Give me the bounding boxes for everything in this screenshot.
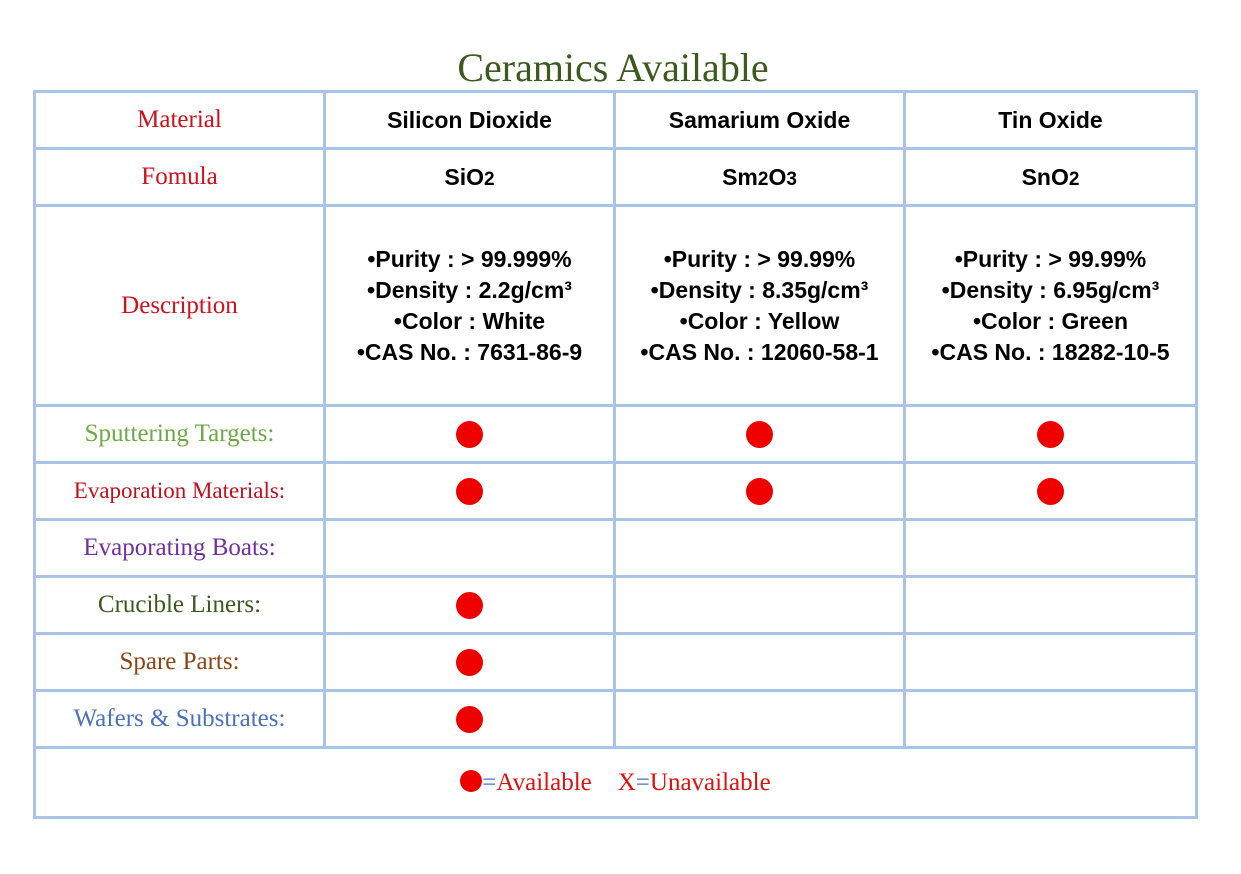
- application-label-cell: [35, 406, 325, 463]
- material-name: Silicon Dioxide: [387, 106, 552, 133]
- description-label-cell: [35, 206, 325, 406]
- unavailable-text: Unavailable: [649, 768, 771, 796]
- material-name: Samarium Oxide: [668, 106, 851, 133]
- application-label-cell: [35, 634, 325, 691]
- availability-cell: [905, 634, 1197, 691]
- available-dot-icon: [1037, 478, 1064, 505]
- description-row: [35, 206, 1197, 406]
- availability-cell: [325, 520, 615, 577]
- page-title: Ceramics Available: [457, 45, 769, 90]
- chemical-formula: SiO2: [444, 163, 495, 190]
- available-dot-icon: [456, 706, 483, 733]
- application-label-cell: [35, 691, 325, 748]
- application-row: [35, 577, 1197, 634]
- description-cell: [325, 206, 615, 406]
- application-row: [35, 406, 1197, 463]
- application-row: [35, 520, 1197, 577]
- application-label: Evaporating Boats:: [83, 534, 276, 561]
- available-dot-icon: [1037, 421, 1064, 448]
- formula-cell: [615, 149, 905, 206]
- availability-cell: [905, 577, 1197, 634]
- availability-cell: [325, 406, 615, 463]
- formula-label: Fomula: [141, 163, 218, 190]
- application-label: Sputtering Targets:: [84, 420, 275, 447]
- purity-line: •Purity : > 99.99%: [954, 245, 1147, 272]
- availability-cell: [905, 406, 1197, 463]
- application-row: [35, 691, 1197, 748]
- material-name: Tin Oxide: [998, 106, 1103, 133]
- application-label-cell: [35, 463, 325, 520]
- unavailable-symbol: X: [617, 768, 636, 796]
- applications-body: [35, 406, 1197, 748]
- available-dot-icon: [746, 478, 773, 505]
- ceramics-table: [33, 90, 1198, 819]
- description-list: [326, 244, 613, 368]
- description-list: [906, 244, 1195, 368]
- availability-cell: [905, 520, 1197, 577]
- availability-cell: [615, 691, 905, 748]
- application-label: Crucible Liners:: [97, 591, 262, 618]
- application-label: Evaporation Materials:: [73, 478, 286, 503]
- description-cell: [905, 206, 1197, 406]
- availability-cell: [615, 406, 905, 463]
- legend-row: [35, 748, 1197, 818]
- formula-label-cell: [35, 149, 325, 206]
- legend-cell: [35, 748, 1197, 818]
- available-text: Available: [496, 768, 592, 796]
- description-label: Description: [121, 291, 238, 319]
- formula-row: [35, 149, 1197, 206]
- availability-cell: [325, 577, 615, 634]
- density-line: •Density : 2.2g/cm³: [367, 276, 572, 303]
- material-label-cell: [35, 92, 325, 149]
- application-label: Spare Parts:: [119, 648, 240, 675]
- availability-cell: [325, 634, 615, 691]
- material-label: Material: [137, 106, 222, 133]
- availability-cell: [325, 463, 615, 520]
- application-row: [35, 634, 1197, 691]
- material-name-cell: [905, 92, 1197, 149]
- density-line: •Density : 8.35g/cm³: [650, 276, 869, 303]
- application-row: [35, 463, 1197, 520]
- available-dot-icon: [456, 478, 483, 505]
- availability-cell: [615, 577, 905, 634]
- available-dot-icon: [456, 592, 483, 619]
- description-list: [616, 244, 903, 368]
- cas-line: •CAS No. : 12060-58-1: [640, 338, 879, 365]
- description-cell: [615, 206, 905, 406]
- application-label-cell: [35, 577, 325, 634]
- availability-cell: [615, 463, 905, 520]
- availability-cell: [325, 691, 615, 748]
- available-dot-icon: [456, 421, 483, 448]
- available-dot-icon: [746, 421, 773, 448]
- chemical-formula: SnO2: [1021, 163, 1080, 190]
- available-dot-icon: [456, 649, 483, 676]
- material-name-cell: [615, 92, 905, 149]
- color-line: •Color : White: [393, 307, 546, 334]
- density-line: •Density : 6.95g/cm³: [941, 276, 1160, 303]
- available-dot-icon: [460, 770, 482, 792]
- formula-cell: [325, 149, 615, 206]
- color-line: •Color : Green: [972, 307, 1128, 334]
- chemical-formula: Sm2O3: [722, 163, 797, 190]
- color-line: •Color : Yellow: [679, 307, 840, 334]
- material-name-cell: [325, 92, 615, 149]
- application-label-cell: [35, 520, 325, 577]
- availability-cell: [905, 463, 1197, 520]
- cas-line: •CAS No. : 18282-10-5: [931, 338, 1170, 365]
- availability-cell: [615, 520, 905, 577]
- application-label: Wafers & Substrates:: [73, 705, 286, 732]
- material-row: [35, 92, 1197, 149]
- formula-cell: [905, 149, 1197, 206]
- purity-line: •Purity : > 99.99%: [663, 245, 856, 272]
- availability-cell: [615, 634, 905, 691]
- legend: =Available X=Unavailable: [460, 769, 770, 796]
- availability-cell: [905, 691, 1197, 748]
- cas-line: •CAS No. : 7631-86-9: [356, 338, 583, 365]
- purity-line: •Purity : > 99.999%: [367, 245, 572, 272]
